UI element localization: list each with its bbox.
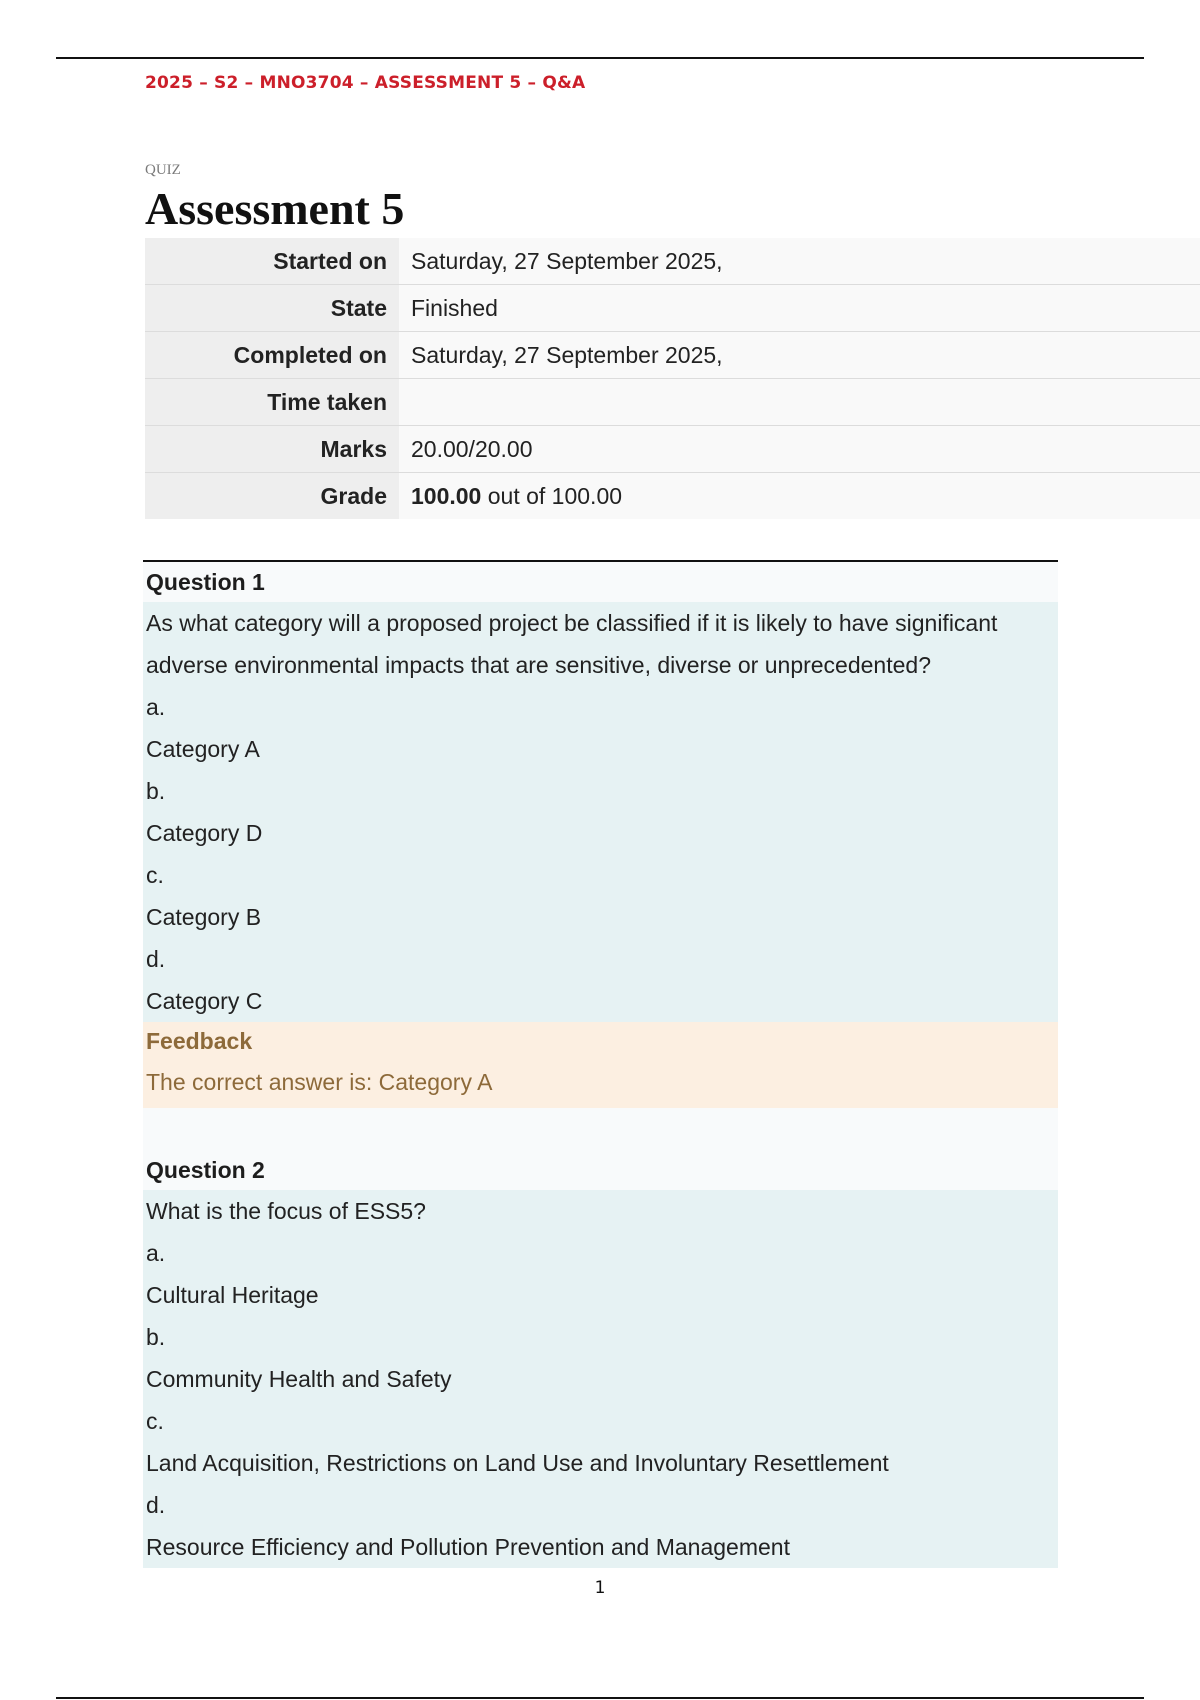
question-heading: Question 2 xyxy=(143,1150,1058,1190)
quiz-label: QUIZ xyxy=(145,162,181,178)
option-letter: d. xyxy=(146,1492,166,1518)
summary-row-time-taken xyxy=(145,379,1200,426)
attempt-summary-table xyxy=(145,238,1200,519)
question-heading: Question 1 xyxy=(143,562,1058,602)
question-text: As what category will a proposed project be classified if it is likely to have significant adverse environmental impacts that are sensitive, diverse or unprecedented? xyxy=(146,610,998,678)
option-letter: b. xyxy=(146,1324,166,1350)
option-letter: d. xyxy=(146,946,166,972)
summary-row-completed xyxy=(145,332,1200,379)
question-spacer xyxy=(143,1108,1058,1150)
question-body xyxy=(143,602,1058,1022)
summary-label: Marks xyxy=(145,426,399,473)
feedback-box xyxy=(143,1022,1058,1108)
summary-label: State xyxy=(145,285,399,332)
summary-label: Started on xyxy=(145,238,399,285)
top-rule xyxy=(56,57,1144,59)
bottom-rule xyxy=(56,1697,1144,1699)
option-letter: b. xyxy=(146,778,166,804)
option-text: Category B xyxy=(146,904,262,930)
document-header: 2025 – S2 – MNO3704 – ASSESSMENT 5 – Q&A xyxy=(145,73,586,93)
feedback-title: Feedback xyxy=(146,1028,253,1054)
summary-value xyxy=(399,379,1200,426)
summary-row-state xyxy=(145,285,1200,332)
option-text: Category A xyxy=(146,736,260,762)
summary-value: Finished xyxy=(399,285,1200,332)
option-text: Category D xyxy=(146,820,263,846)
option-text: Resource Efficiency and Pollution Prevention and Management xyxy=(146,1534,790,1560)
summary-value: Saturday, 27 September 2025, xyxy=(399,238,1200,285)
option-text: Cultural Heritage xyxy=(146,1282,319,1308)
page-title: Assessment 5 xyxy=(145,183,405,234)
summary-value: 20.00/20.00 xyxy=(399,426,1200,473)
summary-row-started xyxy=(145,238,1200,285)
feedback-text: The correct answer is: Category A xyxy=(146,1069,493,1095)
question-1 xyxy=(143,560,1058,1568)
summary-value: Saturday, 27 September 2025, xyxy=(399,332,1200,379)
option-letter: c. xyxy=(146,862,164,888)
question-text: What is the focus of ESS5? xyxy=(146,1198,426,1224)
page-number: 1 xyxy=(594,1578,606,1598)
option-letter: a. xyxy=(146,694,166,720)
option-text: Land Acquisition, Restrictions on Land Use and Involuntary Resettlement xyxy=(146,1450,889,1476)
summary-row-grade xyxy=(145,473,1200,520)
option-text: Community Health and Safety xyxy=(146,1366,452,1392)
option-letter: a. xyxy=(146,1240,166,1266)
option-text: Category C xyxy=(146,988,263,1014)
summary-value xyxy=(399,473,1200,520)
option-letter: c. xyxy=(146,1408,164,1434)
grade-total: out of 100.00 xyxy=(481,482,623,509)
summary-label: Completed on xyxy=(145,332,399,379)
summary-label: Grade xyxy=(145,473,399,520)
grade-score: 100.00 xyxy=(411,482,482,509)
summary-row-marks xyxy=(145,426,1200,473)
summary-label: Time taken xyxy=(145,379,399,426)
question-body xyxy=(143,1190,1058,1568)
